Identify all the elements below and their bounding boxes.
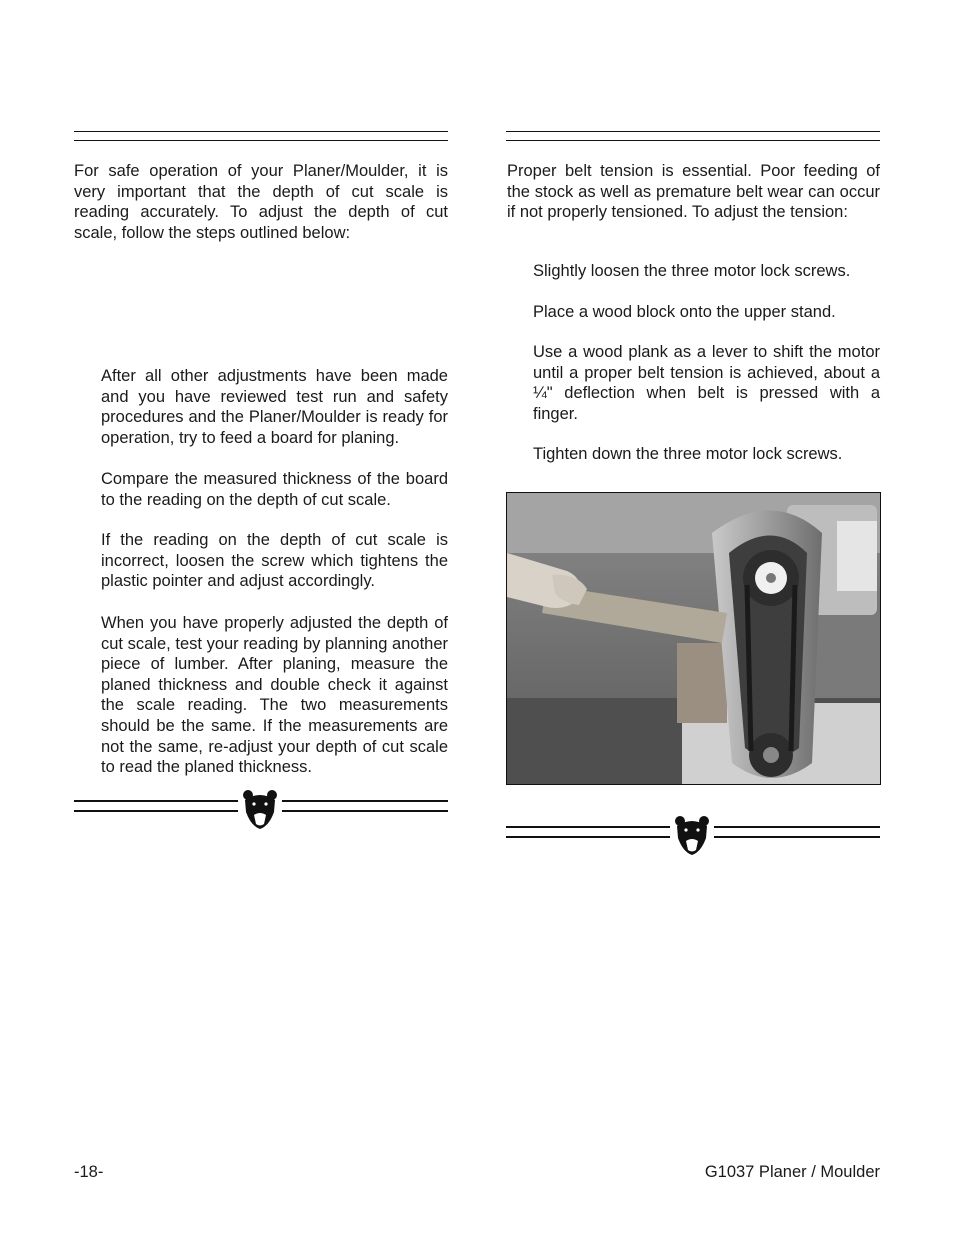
right-section-end-divider	[506, 814, 880, 858]
right-column	[507, 161, 880, 223]
belt-tension-intro: Proper belt tension is essential. Poor feeding of the stock as well as premature belt wear can occur if not properly tensioned. To adjust the tension:	[507, 162, 880, 222]
right-header-rule	[506, 131, 880, 141]
depth-scale-intro: For safe operation of your Planer/Moulder, it is very important that the depth of cut scale is reading accurately. To adjust the depth of cut scale, follow the steps outlined below:	[74, 162, 448, 242]
left-column	[74, 161, 448, 243]
bear-head-icon	[241, 788, 279, 830]
right-step-1: Slightly loosen the three motor lock screws.	[533, 262, 851, 280]
left-header-rule	[74, 131, 448, 141]
left-step-4: When you have properly adjusted the depth of cut scale, test your reading by planning another piece of lumber. After planing, measure the planed thickness and double check it against the scale reading. The two measurements should be the same. If the measurements are not the same, re-adjust your depth of cut scale to read the planed thickness.	[101, 614, 448, 777]
right-step-4: Tighten down the three motor lock screws.	[533, 445, 843, 463]
bear-head-icon	[673, 814, 711, 856]
belt-tension-photo	[506, 492, 881, 785]
page-number: -18-	[74, 1163, 104, 1181]
document-title: G1037 Planer / Moulder	[704, 1163, 880, 1181]
right-step-3: Use a wood plank as a lever to shift the motor until a proper belt tension is achieved, about a ¼" deflection when belt is pressed with a finger.	[533, 343, 880, 423]
right-step-2: Place a wood block onto the upper stand.	[533, 303, 836, 321]
left-step-3: If the reading on the depth of cut scale is incorrect, loosen the screw which tightens the plastic pointer and adjust accordingly.	[101, 531, 448, 591]
left-section-end-divider	[74, 788, 448, 832]
left-step-1: After all other adjustments have been made and you have reviewed test run and safety procedures and the Planer/Moulder is ready for operation, try to feed a board for planing.	[101, 367, 448, 447]
left-step-2: Compare the measured thickness of the board to the reading on the depth of cut scale.	[101, 470, 448, 509]
